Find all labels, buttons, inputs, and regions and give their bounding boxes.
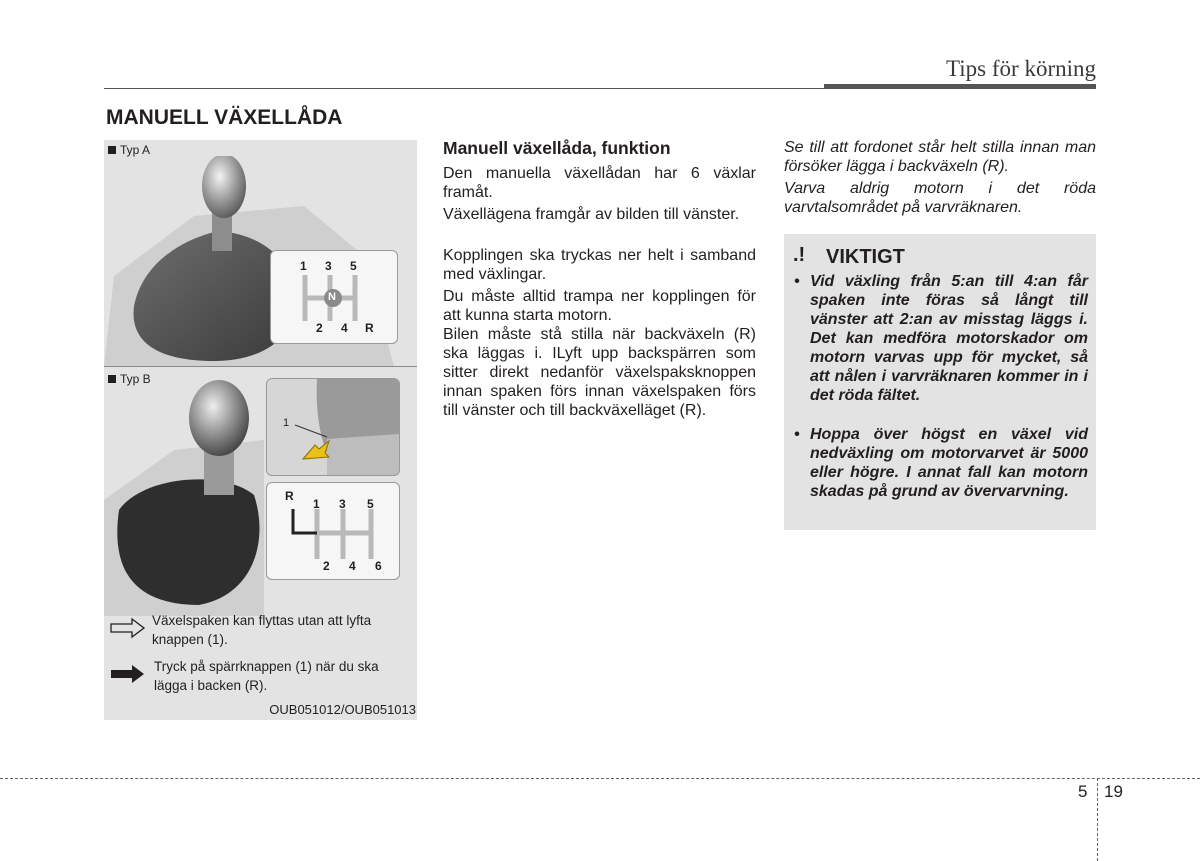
- paragraph: Se till att fordonet står helt stilla innan man försöker lägga i backväxeln (R).: [784, 139, 1096, 175]
- type-a-label: Typ A: [108, 143, 150, 157]
- paragraph: Varva aldrig motorn i det röda varvtalsområdet på varvräknaren.: [784, 180, 1096, 216]
- lock-button-detail-inset: [266, 378, 400, 476]
- bullet-icon: •: [794, 273, 800, 290]
- running-header: Tips för körning: [946, 56, 1096, 81]
- chapter-number: 5: [1078, 782, 1088, 801]
- type-b-label: Typ B: [108, 372, 151, 386]
- gear-label: 5: [367, 497, 374, 511]
- shift-pattern-type-a: [270, 250, 398, 344]
- gear-label: 1: [300, 259, 307, 273]
- legend-caption-solid-arrow: Tryck på spärrknappen (1) när du ska lägga i backen (R).: [154, 659, 379, 693]
- gear-shifter-type-b-illustration: [104, 380, 264, 616]
- notice-item: • Hoppa över högst en växel vid nedväxling om motorvarvet är 5000 eller högre. I annat fall kan motorn skadas på grund av övervarvning.: [794, 426, 1088, 500]
- solid-arrow-icon: [110, 664, 146, 684]
- section-title: MANUELL VÄXELLÅDA: [106, 106, 343, 129]
- reverse-label: R: [285, 489, 294, 503]
- callout-number: 1: [283, 417, 290, 429]
- gear-label: 4: [349, 559, 356, 573]
- notice-item: • Vid växling från 5:an till 4:an får spaken inte föras så långt till vänster att 2:an av misstag läggs i. Det kan medföra motorskador om motorn varvas upp för mycket, så att nålen i varvräknaren kommer in i det röda fältet.: [794, 273, 1088, 404]
- gear-label: 1: [313, 497, 320, 511]
- header-rule: [104, 88, 1096, 89]
- legend-caption-outline-arrow: Växelspaken kan flyttas utan att lyfta knappen (1).: [152, 613, 372, 647]
- gear-label: 6: [375, 559, 382, 573]
- square-bullet-icon: [108, 146, 116, 154]
- subsection-heading: Manuell växellåda, funktion: [443, 138, 671, 158]
- gear-label: 3: [325, 259, 332, 273]
- gear-label: 2: [316, 321, 323, 335]
- bullet-icon: •: [794, 426, 800, 443]
- footer-rule: [0, 778, 1200, 779]
- paragraph: Bilen måste stå stilla när backväxeln (R) ska läggas i. ILyft upp backspärren som sitter direkt nedanför växelspaksknoppen innan spaken förs innan växelspaken förs till vänster och till backväxelläget (R).: [443, 326, 756, 419]
- figure-code: OUB051012/OUB051013: [269, 702, 416, 717]
- paragraph: Du måste alltid trampa ner kopplingen för att kunna starta motorn.: [443, 288, 756, 324]
- neutral-label: N: [328, 291, 336, 303]
- paragraph: Kopplingen ska tryckas ner helt i samband med växlingar.: [443, 247, 756, 283]
- gear-label: 3: [339, 497, 346, 511]
- paragraph: Den manuella växellådan har 6 växlar framåt.: [443, 165, 756, 201]
- gear-label: 4: [341, 321, 348, 335]
- shift-pattern-type-b: [266, 482, 400, 580]
- outline-arrow-icon: [110, 618, 146, 638]
- exclamation-icon: .!: [793, 244, 806, 266]
- page-number: 19: [1104, 782, 1123, 801]
- figure-divider: [104, 366, 417, 367]
- paragraph: Växellägena framgår av bilden till vänster.: [443, 206, 740, 223]
- footer-divider: [1097, 778, 1098, 861]
- notice-title: VIKTIGT: [826, 246, 905, 268]
- gear-label: R: [365, 321, 374, 335]
- gear-label: 2: [323, 559, 330, 573]
- gear-label: 5: [350, 259, 357, 273]
